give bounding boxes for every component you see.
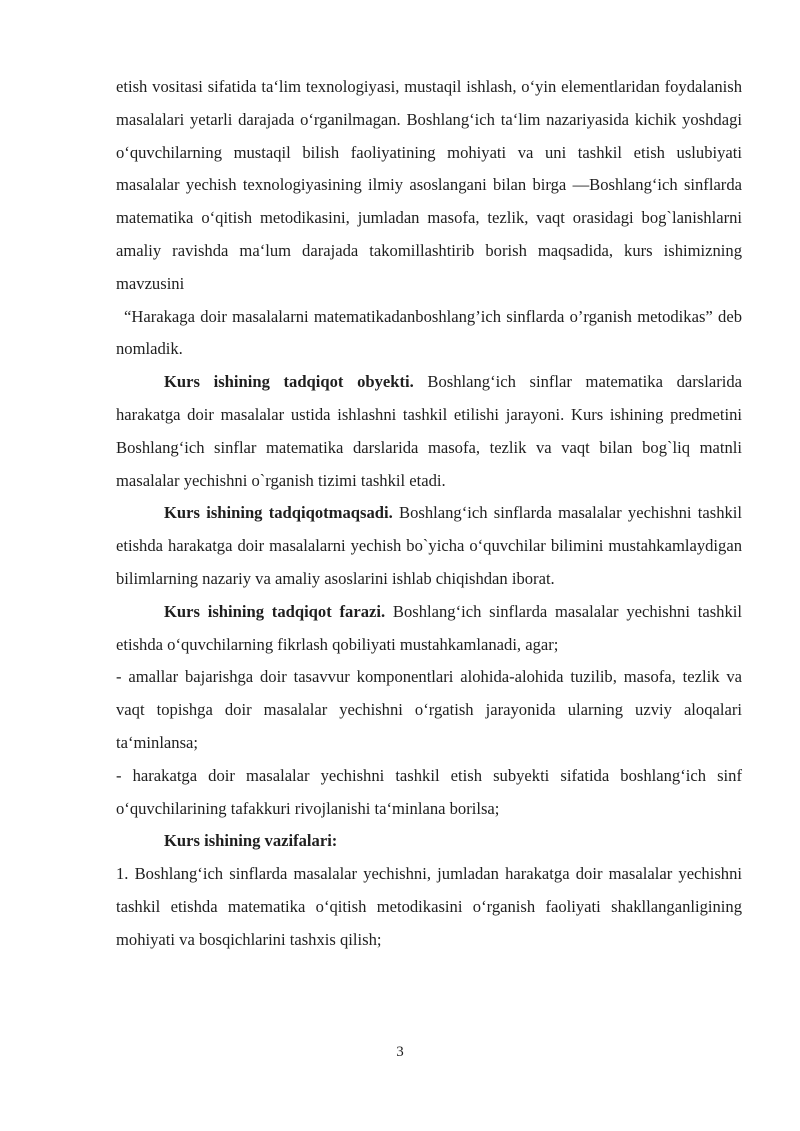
hypothesis-condition-2: - harakatga doir masalalar yechishni tashkil etish subyekti sifatida boshlang‘ich sinf o‘quvchilarining tafakkuri rivojlanishi ta‘minlana borilsa; bbox=[116, 765, 742, 818]
hypothesis-paragraph bbox=[116, 596, 742, 662]
page-number: 3 bbox=[396, 1044, 404, 1060]
tasks-heading: Kurs ishining vazifalari: bbox=[164, 831, 338, 851]
research-object-text: Boshlang‘ich sinflar matematika darslarida harakatga doir masalalar ustida ishlashni tashkil etilishi jarayoni. Kurs ishining predmetini Boshlang‘ich sinflar matematika darslarida masofa, tezlik va vaqt bilan bog`liq matnli masalalar yechishni o`rganish tizimi tashkil etadi. bbox=[116, 372, 742, 490]
hypothesis-text: Boshlang‘ich sinflarda masalalar yechishni tashkil etishda o‘quvchilarning fikrlash qobiliyati mustahkamlanadi, agar; bbox=[116, 601, 742, 654]
research-goal-paragraph bbox=[116, 497, 742, 595]
intro-paragraph: etish vositasi sifatida ta‘lim texnologiyasi, mustaqil ishlash, o‘yin elementlaridan foydalanish masalalari yetarli darajada o‘rganilmagan. Boshlang‘ich ta‘lim nazariyasida kichik yoshdagi o‘quvchilarning mustaqil bilish faoliyatining mohiyati va uni tashkil etish uslubiyati masalalar yechish texnologiyasining ilmiy asoslangani bilan birga ―Boshlang‘ich sinflarda matematika o‘qitish metodikasini, jumladan masofa, tezlik, vaqt orasidagi bog`lanishlarni amaliy ravishda ma‘lum darajada takomillashtirib borish maqsadida, kurs ishimizning mavzusini bbox=[116, 77, 742, 293]
hypothesis-condition-1: - amallar bajarishga doir tasavvur komponentlari alohida-alohida tuzilib, masofa, tezlik va vaqt topishga doir masalalar yechishni o‘rgatish jarayonida ularning uzviy aloqalari ta‘minlansa; bbox=[116, 667, 742, 752]
task-item-1: 1. Boshlang‘ich sinflarda masalalar yechishni, jumladan harakatga doir masalalar yechishni tashkil etishda matematika o‘qitish metodikasini o‘rganish faoliyati shakllanganligining mohiyati va bosqichlarini tashxis qilish; bbox=[116, 864, 742, 949]
research-object-heading: Kurs ishining tadqiqot obyekti. bbox=[164, 372, 414, 392]
research-goal-heading: Kurs ishining tadqiqotmaqsadi. bbox=[164, 503, 393, 523]
research-goal-text: Boshlang‘ich sinflarda masalalar yechishni tashkil etishda harakatga doir masalalarni yechish bo`yicha o‘quvchilar bilimini mustahkamlaydigan bilimlarning nazariy va amaliy asoslarini ishlab chiqishdan iborat. bbox=[116, 503, 743, 588]
hypothesis-heading: Kurs ishining tadqiqot farazi. bbox=[164, 601, 386, 621]
body-text bbox=[116, 71, 742, 957]
topic-title-paragraph: “Harakaga doir masalalarni matematikadanboshlang’ich sinflarda o’rganish metodikas” deb nomladik. bbox=[116, 306, 742, 359]
research-object-paragraph bbox=[116, 366, 742, 497]
